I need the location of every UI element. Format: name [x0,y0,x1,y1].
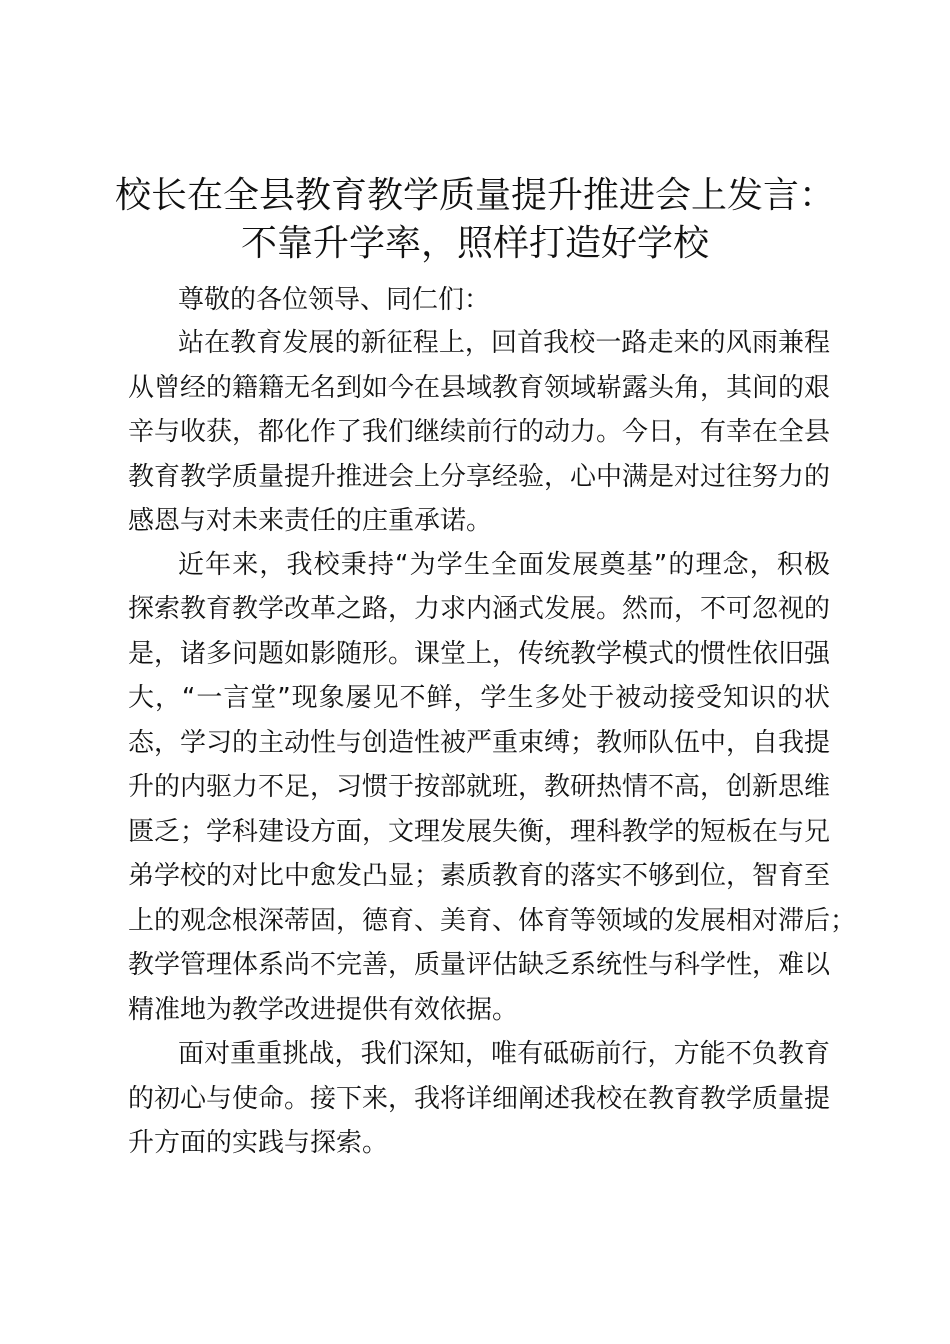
paragraph-3-line: 面对重重挑战，我们深知，唯有砥砺前行，方能不负教育 [178,1039,830,1069]
paragraph-2-line: 精准地为教学改进提供有效依据。 [128,995,519,1025]
paragraph-2-line: 是，诸多问题如影随形。课堂上，传统教学模式的惯性依旧强 [128,639,831,669]
paragraph-2-line: 探索教育教学改革之路，力求内涵式发展。然而，不可忽视的 [128,594,831,624]
paragraph-3-line: 升方面的实践与探索。 [128,1128,389,1158]
paragraph-1-line: 教育教学质量提升推进会上分享经验，心中满是对过往努力的 [128,462,831,492]
paragraph-2-line: 近年来，我校秉持“为学生全面发展奠基”的理念，积极 [178,550,830,580]
paragraph-2-line: 匮乏；学科建设方面，文理发展失衡，理科教学的短板在与兄 [128,817,831,847]
paragraph-2-line: 弟学校的对比中愈发凸显；素质教育的落实不够到位，智育至 [128,861,831,891]
paragraph-1-line: 从曾经的籍籍无名到如今在县域教育领域崭露头角，其间的艰 [128,373,831,403]
paragraph-3-line: 的初心与使命。接下来，我将详细阐述我校在教育教学质量提 [128,1084,831,1114]
paragraph-2-line: 上的观念根深蒂固，德育、美育、体育等领域的发展相对滞后； [128,906,857,936]
paragraph-1-line: 站在教育发展的新征程上，回首我校一路走来的风雨兼程 [178,328,830,358]
paragraph-2-line: 态，学习的主动性与创造性被严重束缚；教师队伍中，自我提 [128,728,831,758]
paragraph-2-line: 大，“一言堂”现象屡见不鲜，学生多处于被动接受知识的状 [128,683,830,713]
paragraph-1-line: 辛与收获，都化作了我们继续前行的动力。今日，有幸在全县 [128,417,831,447]
paragraph-1-line: 感恩与对未来责任的庄重承诺。 [128,506,493,536]
document-title-line-2: 不靠升学率，照样打造好学校 [240,223,709,264]
salutation: 尊敬的各位领导、同仁们： [178,285,491,315]
paragraph-2-line: 升的内驱力不足，习惯于按部就班，教研热情不高，创新思维 [128,772,831,802]
document-title-line-1: 校长在全县教育教学质量提升推进会上发言： [114,175,835,216]
paragraph-2-line: 教学管理体系尚不完善，质量评估缺乏系统性与科学性，难以 [128,950,831,980]
